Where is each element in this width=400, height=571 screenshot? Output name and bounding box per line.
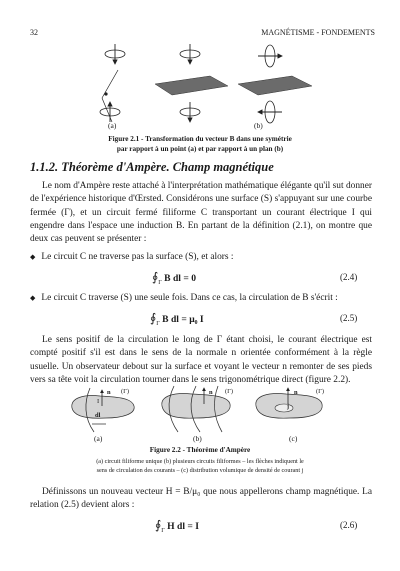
bullet-1-text: Le circuit C ne traverse pas la surface (S), et alors : xyxy=(41,252,234,262)
figure-2-2a-i-label: I xyxy=(97,398,100,405)
figure-2-2-caption-text xyxy=(40,458,360,475)
figure-2-1-label-a: (a) xyxy=(108,121,117,130)
figure-2-2c-j-label: j xyxy=(287,404,289,410)
figure-2-1 xyxy=(60,40,340,132)
equation-2-6-number: (2.6) xyxy=(340,520,358,530)
figure-2-2-label-c: (c) xyxy=(289,434,298,443)
equation-2-5-integral: ∮ xyxy=(150,311,157,325)
paragraph-1: Le nom d'Ampère reste attaché à l'interprétation mathématique élégante qu'il sut donner de l'expérience historique d'Œrsted. Considérons une surface (S) s'appuyant sur une courbe fermée (Γ), et un circuit fermé filiforme C transportant un courant électrique I qui engendre dans l'espace une induction B. En partant de la définition (2.1), on montre que deux cas peuvent se présenter : xyxy=(30,181,372,245)
equation-2-6-body: H dl = I xyxy=(167,521,199,532)
bullet-2-marker: ◆ xyxy=(30,294,36,302)
figure-2-2-label-a: (a) xyxy=(94,434,103,443)
equation-2-4 xyxy=(152,270,196,286)
bullet-1 xyxy=(30,251,372,264)
bullet-2 xyxy=(30,292,372,305)
equation-2-6-integral: ∮ xyxy=(155,518,162,532)
section-title: 1.1.2. Théorème d'Ampère. Champ magnétique xyxy=(30,160,274,174)
figure-2-2-label-b: (b) xyxy=(193,434,202,443)
running-title: MAGNÉTISME - FONDEMENTS xyxy=(261,28,375,37)
figure-2-1-caption-line1: Figure 2.1 - Transformation du vecteur B dans une symétrie xyxy=(108,135,292,143)
figure-2-2-caption-title: Figure 2.2 - Théorème d'Ampère xyxy=(149,446,251,454)
equation-2-6-subscript: Γ xyxy=(161,527,165,534)
figure-2-2c-n-label: n xyxy=(294,389,298,396)
equation-2-5-body: B dl = μ₀ I xyxy=(162,314,204,325)
figure-2-2-caption-line1: (a) circuit filiforme unique (b) plusieurs circuits filiformes – les flèches indiquent le xyxy=(96,458,304,465)
equation-2-4-integral: ∮ xyxy=(152,270,159,284)
figure-2-2b-n-label: n xyxy=(209,389,213,396)
paragraph-3: Définissons un nouveau vecteur H = B/μ₀ que nous appellerons champ magnétique. La relation (2.5) devient alors : xyxy=(30,487,372,511)
figure-2-2a-gamma-label: (Γ) xyxy=(121,388,130,395)
equation-2-5 xyxy=(150,311,204,327)
figure-2-2-caption-line2: sens de circulation des courants – (c) distribution volumique de densité de courant j xyxy=(96,466,304,474)
equation-2-5-subscript: Γ xyxy=(156,320,160,327)
figure-2-2c-gamma-label: (Γ) xyxy=(316,388,325,395)
figure-2-2b-gamma-label: (Γ) xyxy=(225,388,234,395)
paragraph-2: Le sens positif de la circulation le long de Γ étant choisi, le courant électrique est compté positif s'il est dans le sens de la normale n orientée conformément à la règle usuelle. Un observateur debout sur la surface et voyant le vecteur n remonter de ses pieds vers sa tête voit la circulation tourner dans le sens trigonométrique direct (figure 2.2). xyxy=(30,335,372,386)
figure-2-1-label-b: (b) xyxy=(254,121,263,130)
equation-2-4-number: (2.4) xyxy=(340,272,358,282)
equation-2-5-number: (2.5) xyxy=(340,313,358,323)
figure-2-1a-diagram xyxy=(100,44,125,122)
figure-2-1-caption xyxy=(40,135,360,154)
page-number: 32 xyxy=(30,28,38,37)
bullet-2-text: Le circuit C traverse (S) une seule fois. Dans ce cas, la circulation de B s'écrit : xyxy=(41,293,338,303)
figure-2-2b-diagram xyxy=(162,386,230,432)
equation-2-4-subscript: Γ xyxy=(158,279,162,286)
figure-2-1-caption-line2: par rapport à un point (a) et par rapport à un plan (b) xyxy=(116,144,284,153)
bullet-1-marker: ◆ xyxy=(30,253,36,261)
figure-2-1b-diagram xyxy=(155,44,312,123)
equation-2-6 xyxy=(155,518,199,534)
figure-2-2a-dl-label: dl xyxy=(95,412,101,419)
equation-2-4-body: B dl = 0 xyxy=(164,273,196,284)
figure-2-2a-n-label: n xyxy=(107,389,111,396)
